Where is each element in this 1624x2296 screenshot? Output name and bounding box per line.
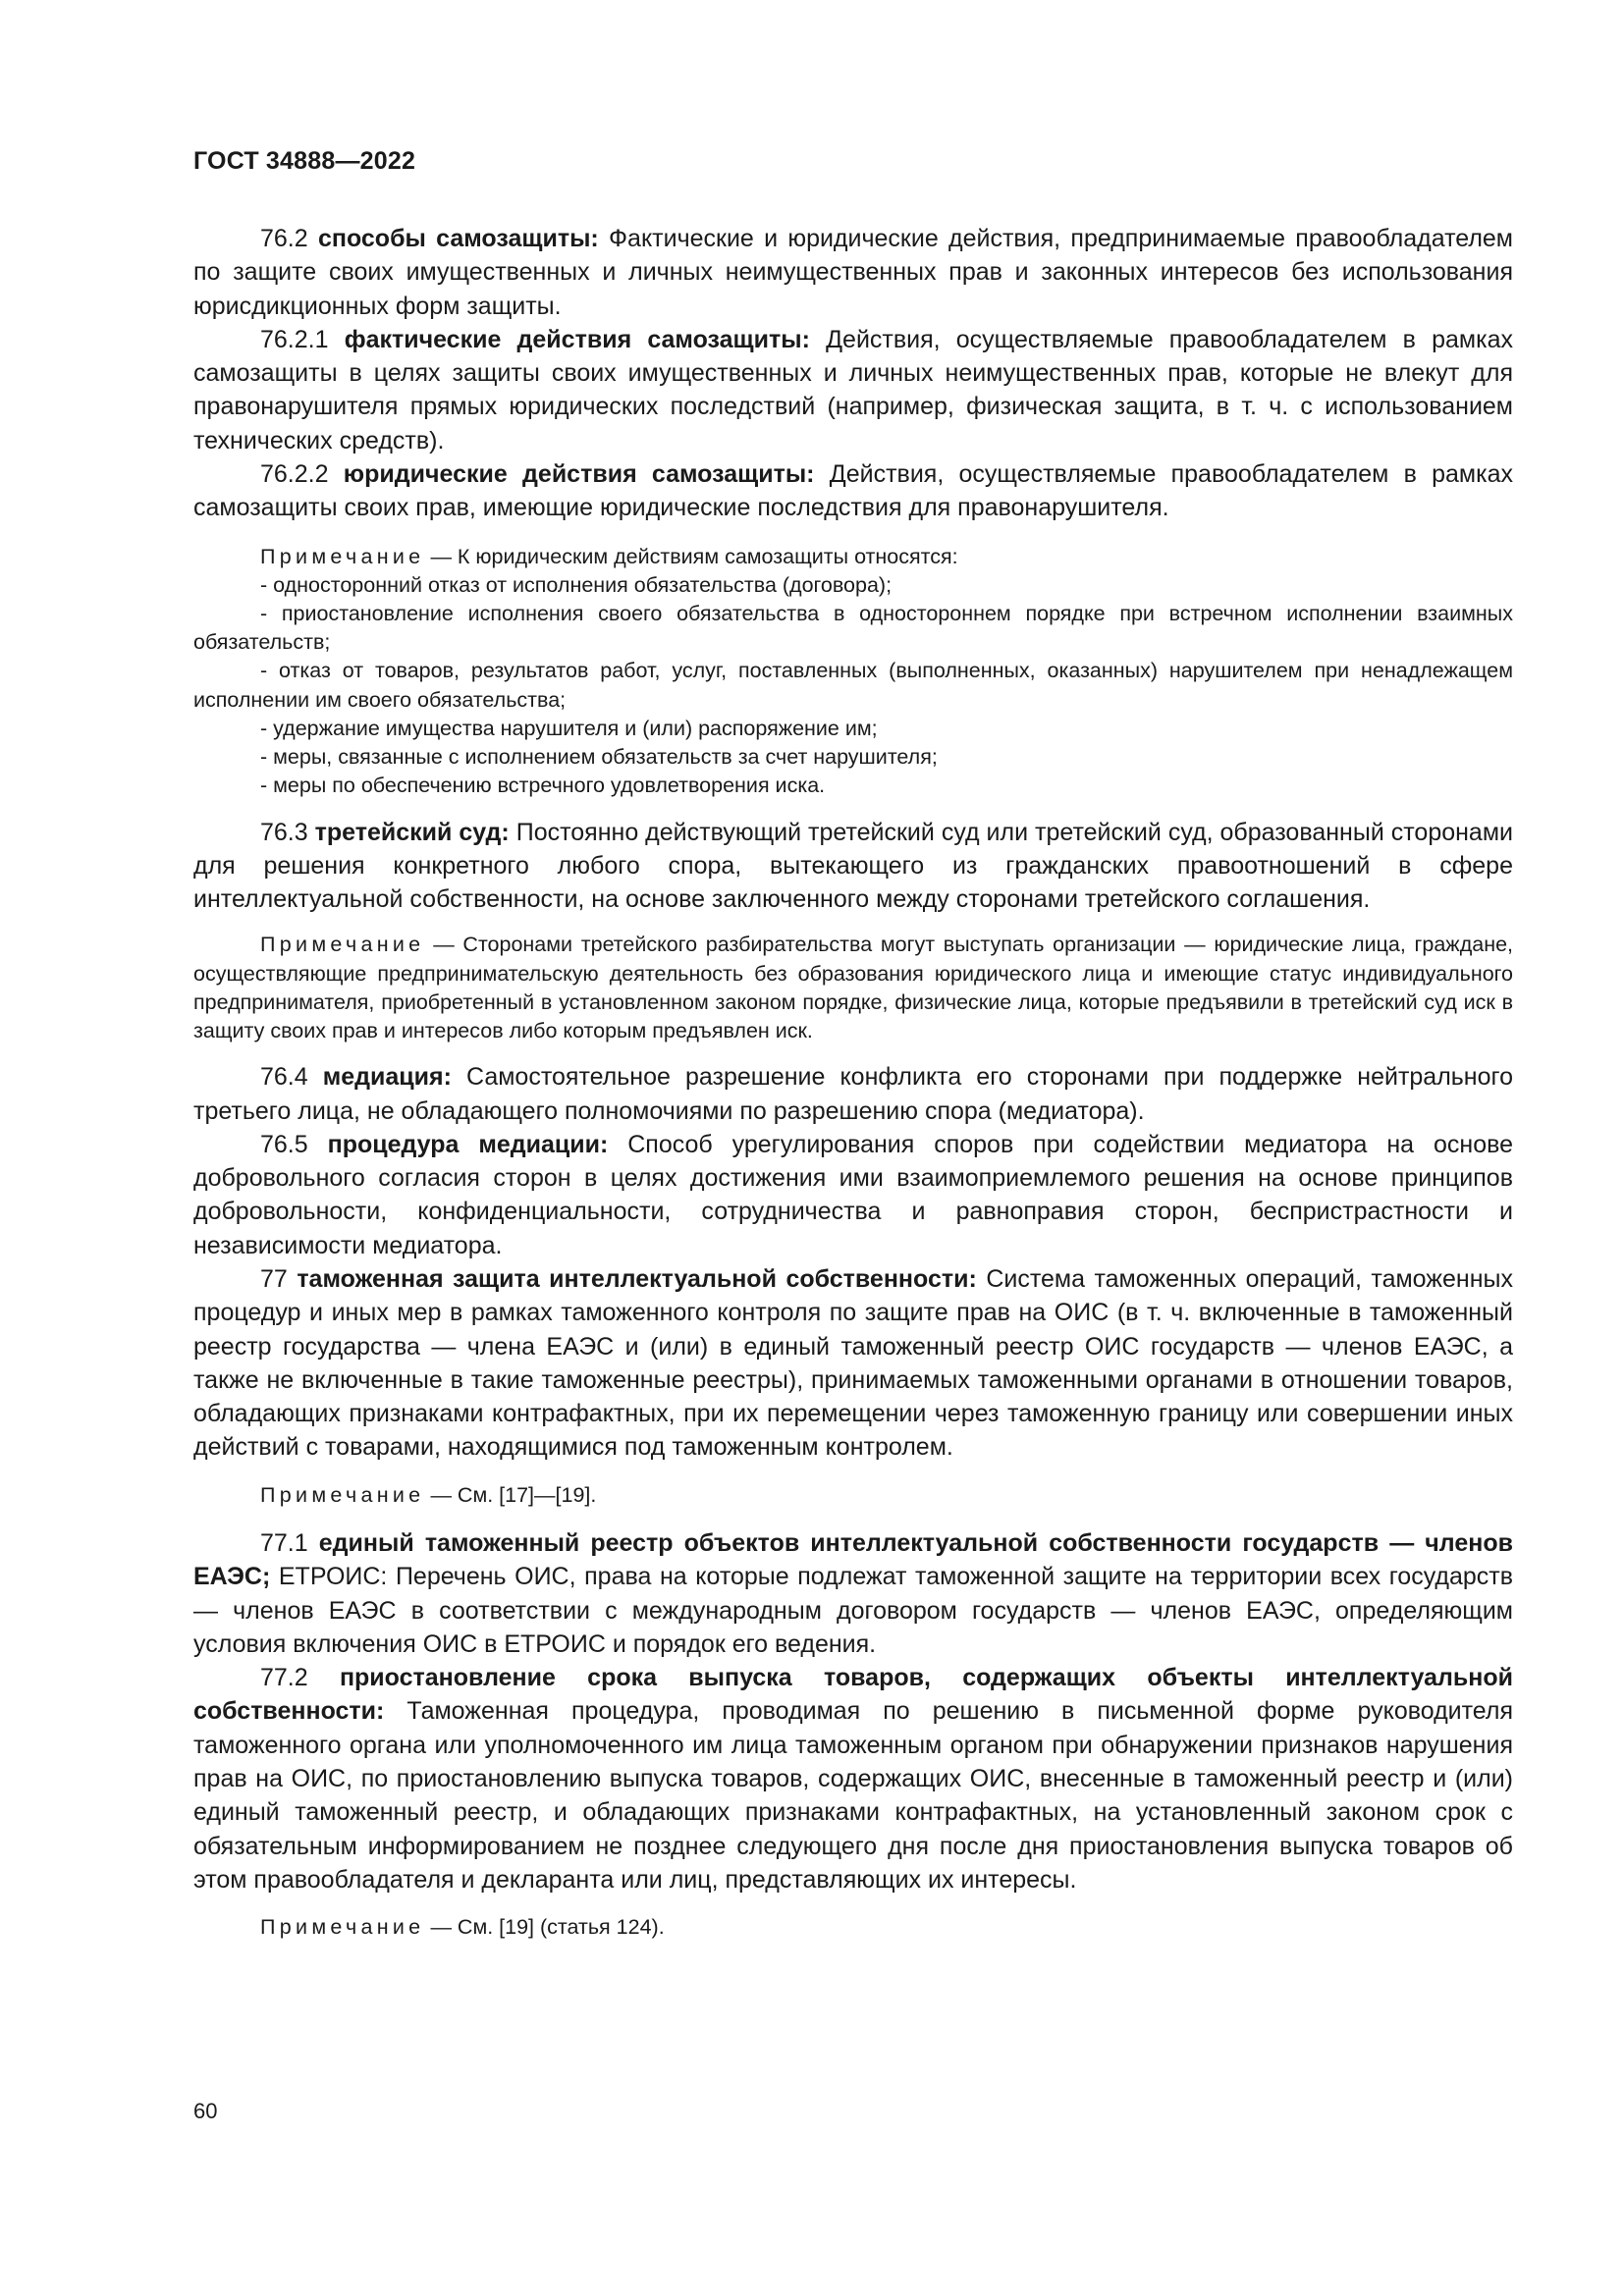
clause-77-2 [193,1661,1513,1896]
clause-term: медиация: [322,1063,452,1092]
clause-definition: Действия, осуществляемые правообладателем в рамках самозащиты в целях защиты своих имущественных и личных неимущественных прав, которые не влекут для правонарушителя прямых юридических последствий (например, физическая защита, в т. ч. с использованием технических средств). [193,325,1513,454]
note-76-2-2 [193,543,1513,571]
clause-77-1 [193,1526,1513,1661]
clause-definition: Таможенная процедура, проводимая по решению в письменной форме руководителя таможенного органа или уполномоченного им лица таможенным органом при обнаружении признаков нарушения прав на ОИС, по приостановлению выпуска товаров, содержащих ОИС, внесенные в таможенный реестр и (или) единый таможенный реестр, и обладающих признаками контрафактных, на установленный законом срок с обязательным информированием не позднее следующего дня после дня приостановления выпуска товаров об этом правообладателя и декларанта или лиц, представляющих их интересы. [193,1697,1514,1894]
clause-term: третейский суд: [314,818,510,846]
clause-number: 77.2 [260,1664,308,1692]
clause-76-2-1 [193,323,1513,457]
clause-number: 76.2.2 [260,460,329,489]
page-number: 60 [193,2099,218,2123]
clause-number: 76.5 [260,1130,308,1158]
note-list-item: - меры, связанные с исполнением обязательств за счет нарушителя; [260,745,938,770]
note-list-item: - односторонний отказ от исполнения обязательства (договора); [260,572,893,597]
document-body [193,222,1513,1942]
clause-term: процедура медиации: [327,1130,609,1158]
clause-term: способы самозащиты: [317,225,599,252]
note-list-item: - отказ от товаров, результатов работ, услуг, поставленных (выполненных, оказанных) нарушителем при ненадлежащем исполнении им своего обязательства; [193,659,1513,712]
clause-definition: Постоянно действующий третейский суд или третейский суд, образованный сторонами для решения конкретного любого спора, вытекающего из гражданских правоотношений в сфере интеллектуальной собственности, на основе заключенного между сторонами третейского соглашения. [193,818,1513,914]
note-list-item: - меры по обеспечению встречного удовлетворения иска. [260,774,826,798]
clause-number: 76.2 [260,225,308,252]
note-label: Примечание [260,1915,425,1940]
note-text: — К юридическим действиям самозащиты относятся: [430,544,958,568]
clause-term: фактические действия самозащиты: [344,325,810,353]
note-list-item: - приостановление исполнения своего обязательства в одностороннем порядке при встречном исполнении взаимных обязательств; [193,602,1513,655]
note-text: — См. [19] (статья 124). [430,1915,665,1940]
clause-number: 76.3 [260,818,308,846]
note-label: Примечание [260,544,425,568]
note-77-2 [193,1913,1513,1942]
clause-definition: Фактические и юридические действия, предпринимаемые правообладателем по защите своих имущественных и личных неимущественных прав и законных интересов без использования юрисдикционных форм защиты. [193,225,1513,320]
clause-77 [193,1262,1513,1465]
clause-definition: Способ урегулирования споров при содействии медиатора на основе добровольного согласия сторон в целях достижения ими взаимоприемлемого решения на основе принципов добровольности, конфиденциальности, сотрудничества и равноправия сторон, беспристрастности и независимости медиатора. [193,1130,1513,1259]
clause-76-5 [193,1128,1513,1262]
clause-76-2 [193,222,1513,323]
clause-definition: Действия, осуществляемые правообладателем в рамках самозащиты своих прав, имеющие юридические последствия для правонарушителя. [193,460,1513,522]
clause-76-2-2 [193,457,1513,525]
note-text: — Сторонами третейского разбирательства могут выступать организации — юридические лица, граждане, осуществляющие предпринимательскую деятельность без образования юридического лица и имеющие статус индивидуального предпринимателя, приобретенный в установленном законом порядке, физические лица, которые предъявили в третейский суд иск в защиту своих прав и интересов либо которым предъявлен иск. [193,933,1513,1042]
clause-number: 76.4 [260,1063,308,1092]
clause-term: приостановление срока выпуска товаров, содержащих объекты интеллектуальной собственности: [193,1664,1513,1726]
clause-definition: ЕТРОИС: Перечень ОИС, права на которые подлежат таможенной защите на территории всех государств — членов ЕАЭС в соответствии с международным договором государств — членов ЕАЭС, определяющим условия включения ОИС в ЕТРОИС и порядок его ведения. [193,1563,1514,1658]
note-text: — См. [17]—[19]. [430,1482,597,1507]
clause-number: 77 [260,1264,288,1293]
clause-term: единый таможенный реестр объектов интеллектуальной собственности государств — членов ЕАЭС; [193,1528,1513,1591]
clause-76-4 [193,1060,1513,1128]
note-76-3 [193,931,1513,1045]
clause-number: 76.2.1 [260,325,329,353]
note-list-item: - удержание имущества нарушителя и (или) распоряжение им; [260,716,878,740]
clause-term: юридические действия самозащиты: [343,460,815,489]
note-label: Примечание [260,933,425,957]
clause-number: 77.1 [260,1528,308,1557]
note-77 [193,1481,1513,1510]
clause-definition: Самостоятельное разрешение конфликта его сторонами при поддержке нейтрального третьего лица, не обладающего полномочиями по разрешению спора (медиатора). [193,1063,1513,1125]
document-header: ГОСТ 34888—2022 [193,147,416,175]
clause-definition: Система таможенных операций, таможенных процедур и иных мер в рамках таможенного контроля по защите прав на ОИС (в т. ч. включенные в таможенный реестр государства — члена ЕАЭС и (или) в единый таможенный реестр ОИС государств — членов ЕАЭС, а также не включенные в такие таможенные реестры), принимаемых таможенными органами в отношении товаров, обладающих признаками контрафактных, при их перемещении через таможенную границу или совершении иных действий с товарами, находящимися под таможенным контролем. [193,1264,1513,1462]
note-label: Примечание [260,1482,425,1507]
clause-76-3 [193,816,1513,917]
clause-term: таможенная защита интеллектуальной собственности: [297,1264,977,1293]
